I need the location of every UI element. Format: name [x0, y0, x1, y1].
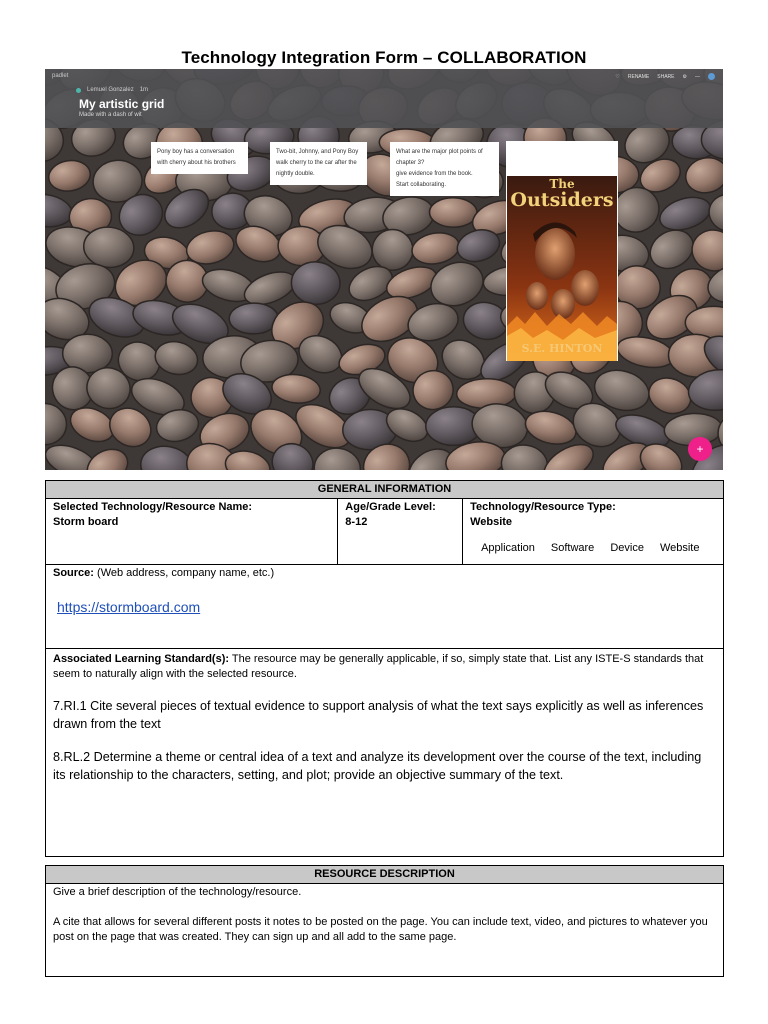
type-option[interactable]: Device: [610, 542, 644, 554]
post-text: What are the major plot points of chapter 3?: [396, 149, 483, 166]
grade-value[interactable]: 8-12: [345, 516, 368, 528]
book-title: [507, 178, 617, 210]
author-name: Lemuel Gonzalez: [87, 87, 134, 93]
type-value[interactable]: Website: [470, 516, 513, 528]
standards-hint: The resource may be generally applicable, if so, simply state that. List any ISTE-S standards that seem to naturally align with the selected resource.: [53, 653, 704, 680]
gear-icon[interactable]: ⚙: [682, 73, 687, 80]
general-information-table: [45, 480, 724, 857]
standards-label: Associated Learning Standard(s):: [53, 653, 230, 665]
standards-intro: [53, 652, 716, 682]
tech-name-cell: [46, 499, 338, 565]
resource-description-cell: [46, 884, 724, 977]
resource-description[interactable]: A cite that allows for several different posts it notes to be posted on the page. You can include text, video, and pictures to whatever you post on the page that was created. They can sign up and all add to the same page.: [53, 916, 708, 943]
standard-item: 7.RI.1 Cite several pieces of textual evidence to support analysis of what the text says explicitly as well as inferences drawn from the text: [53, 699, 704, 731]
resource-prompt: Give a brief description of the technology/resource.: [53, 886, 302, 898]
post-text: Two-bit, Johnny, and Pony Boy walk cherry to the car after the nightly double.: [276, 149, 359, 177]
pebble: [456, 378, 516, 409]
type-option[interactable]: Website: [659, 542, 700, 554]
heart-icon[interactable]: ♡: [615, 73, 620, 80]
post-card[interactable]: [270, 142, 367, 185]
post-text: Start collaborating.: [396, 182, 447, 188]
book-title-line: The: [549, 177, 575, 191]
grade-cell: [338, 499, 463, 565]
pebble-background: [45, 69, 723, 470]
type-option[interactable]: Application: [481, 542, 535, 554]
tech-name-value[interactable]: Storm board: [53, 516, 119, 528]
post-card[interactable]: [390, 142, 499, 196]
source-label: Source:: [53, 567, 94, 579]
pebble: [429, 197, 477, 227]
type-label: Technology/Resource Type:: [470, 501, 616, 513]
wall-subtitle: Made with a dash of wit: [79, 112, 142, 118]
share-button[interactable]: SHARE: [657, 73, 675, 80]
add-post-button[interactable]: +: [688, 437, 712, 461]
tech-name-label: Selected Technology/Resource Name:: [53, 501, 253, 513]
pebble: [229, 303, 279, 335]
type-option[interactable]: Software: [550, 542, 595, 554]
book-author: S.E. HINTON: [521, 342, 603, 355]
source-hint: (Web address, company name, etc.): [97, 567, 275, 579]
section-header: RESOURCE DESCRIPTION: [46, 866, 724, 884]
section-header: GENERAL INFORMATION: [46, 481, 724, 499]
author-time: 1m: [139, 87, 149, 93]
padlet-header: [45, 69, 723, 128]
post-card[interactable]: [151, 142, 248, 174]
source-cell: [46, 565, 724, 649]
standards-cell: [46, 649, 724, 857]
avatar: [76, 88, 81, 93]
source-link[interactable]: https://stormboard.com: [57, 599, 201, 615]
rename-button[interactable]: RENAME: [627, 73, 650, 80]
post-text: Pony boy has a conversation with cherry about his brothers: [157, 149, 236, 166]
page-title: Technology Integration Form – COLLABORATION: [181, 48, 587, 67]
standard-item: 8.RL.2 Determine a theme or central idea of a text and analyze its development over the course of the text, including its relationship to the characters, setting, and plot; provide an objective summary of the text.: [53, 750, 702, 782]
minimize-button[interactable]: —: [695, 73, 700, 80]
type-options: [470, 541, 716, 556]
resource-description-table: [45, 865, 724, 977]
book-title-line: Outsiders: [510, 189, 614, 211]
wall-author: [76, 87, 148, 93]
book-cover-image: [507, 176, 617, 361]
post-text: give evidence from the book.: [396, 171, 473, 177]
padlet-logo: padlet: [52, 73, 69, 79]
wall-title: My artistic grid: [79, 97, 165, 111]
type-cell: [463, 499, 724, 565]
padlet-screenshot: [45, 69, 723, 470]
grade-label: Age/Grade Level:: [345, 501, 436, 513]
avatar[interactable]: [708, 73, 715, 80]
wall-toolbar: [615, 73, 715, 80]
